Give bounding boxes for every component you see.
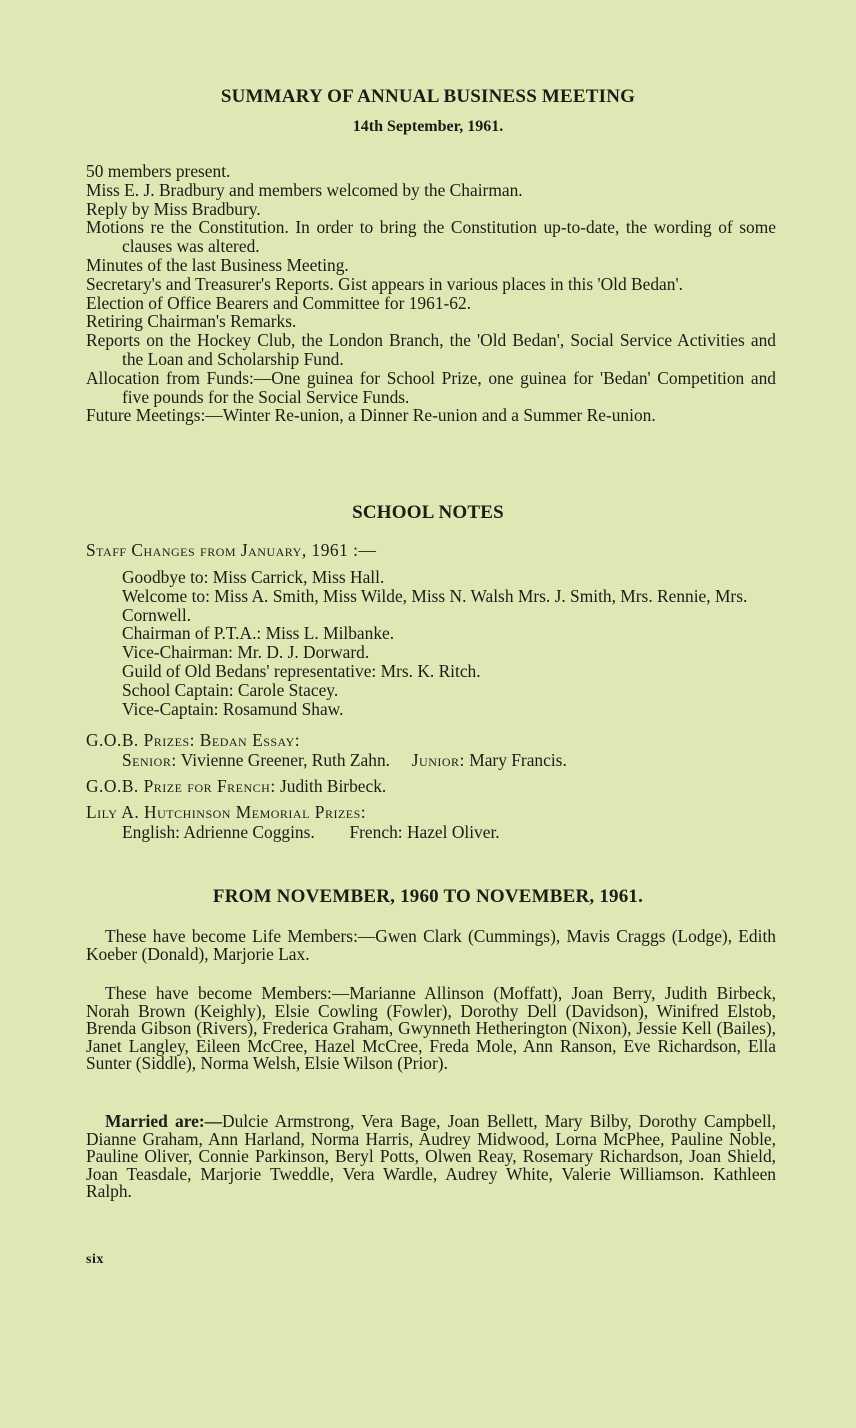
married-lead: Married are:— <box>105 1111 223 1131</box>
life-members-paragraph: These have become Life Members:—Gwen Clark (Cummings), Mavis Craggs (Lodge), Edith Koeber (Donald), Marjorie Lax. <box>86 926 776 964</box>
staff-changes-heading: Staff Changes from January, 1961 :— <box>86 540 377 560</box>
staff-line: Vice-Chairman: Mr. D. J. Dorward. <box>122 642 370 663</box>
summary-date: 14th September, 1961. <box>352 118 504 135</box>
married-names: Dulcie Armstrong, Vera Bage, Joan Bellett, Mary Bilby, Dorothy Campbell, Dianne Graham, Ann Harland, Norma Harris, Audrey Midwood, Lorna McPhee, Pauline Noble, Pauline Oliver, Connie Parkinson, Beryl Potts, Olwen Reay, Rosemary Richardson, Joan Shield, Joan Teasdale, Marjorie Tweddle, Vera Wardle, Audrey White, Valerie Williamson. Kathleen Ralph. <box>86 1111 776 1201</box>
french-prize: French: Hazel Oliver. <box>349 822 500 842</box>
summary-item: Secretary's and Treasurer's Reports. Gist appears in various places in this 'Old Bedan'. <box>86 273 683 294</box>
married-paragraph <box>86 1113 776 1201</box>
french-prize-label: G.O.B. Prize for French: <box>86 776 276 796</box>
staff-line: Chairman of P.T.A.: Miss L. Milbanke. <box>122 623 395 644</box>
summary-item: Reports on the Hockey Club, the London Branch, the 'Old Bedan', Social Service Activities and the Loan and Scholarship Fund. <box>86 330 776 369</box>
junior-names: Mary Francis. <box>469 750 567 770</box>
staff-changes-list <box>122 568 786 718</box>
summary-item: Retiring Chairman's Remarks. <box>86 311 297 332</box>
hutchinson-prizes-heading: Lily A. Hutchinson Memorial Prizes: <box>86 802 367 822</box>
english-prize: English: Adrienne Coggins. <box>122 822 315 842</box>
summary-list <box>86 162 776 425</box>
french-prize-line <box>86 776 386 797</box>
junior-label: Junior: <box>411 750 465 770</box>
gob-prizes-heading: G.O.B. Prizes: Bedan Essay: <box>86 730 301 750</box>
summary-item: Allocation from Funds:—One guinea for School Prize, one guinea for 'Bedan' Competition and five pounds for the Social Service Funds. <box>86 367 776 407</box>
page-number: six <box>86 1252 104 1267</box>
senior-names: Vivienne Greener, Ruth Zahn. <box>180 750 391 770</box>
bedan-essay-winners <box>122 750 567 771</box>
senior-label: Senior: <box>122 750 177 770</box>
staff-line: Guild of Old Bedans' representative: Mrs. K. Ritch. <box>122 660 481 681</box>
staff-line: School Captain: Carole Stacey. <box>122 679 339 700</box>
summary-title: SUMMARY OF ANNUAL BUSINESS MEETING <box>220 86 636 107</box>
summary-item: Motions re the Constitution. In order to bring the Constitution up-to-date, the wording of some clauses was altered. <box>86 217 776 257</box>
staff-line: Welcome to: Miss A. Smith, Miss Wilde, Miss N. Walsh Mrs. J. Smith, Mrs. Rennie, Mrs. Cornwell. <box>122 585 748 625</box>
summary-item: 50 members present. <box>86 161 231 181</box>
french-prize-name: Judith Birbeck. <box>280 776 387 796</box>
staff-line: Goodbye to: Miss Carrick, Miss Hall. <box>122 567 385 587</box>
summary-item: Reply by Miss Bradbury. <box>86 198 261 219</box>
summary-item: Future Meetings:—Winter Re-union, a Dinner Re-union and a Summer Re-union. <box>86 405 656 426</box>
summary-item: Miss E. J. Bradbury and members welcomed by the Chairman. <box>86 179 523 200</box>
summary-item: Minutes of the last Business Meeting. <box>86 254 349 275</box>
members-title: FROM NOVEMBER, 1960 TO NOVEMBER, 1961. <box>212 886 644 907</box>
staff-line: Vice-Captain: Rosamund Shaw. <box>122 698 344 719</box>
new-members-paragraph: These have become Members:—Marianne Allinson (Moffatt), Joan Berry, Judith Birbeck, Norah Brown (Keighly), Elsie Cowling (Fowler), Dorothy Dell (Davidson), Winifred Elstob, Brenda Gibson (Rivers), Frederica Graham, Gwynneth Hetherington (Nixon), Jessie Kell (Bailes), Janet Langley, Eileen McCree, Hazel McCree, Freda Mole, Ann Ranson, Eve Richardson, Ella Sunter (Siddle), Norma Welsh, Elsie Wilson (Prior). <box>86 983 776 1073</box>
hutchinson-prizes-winners <box>122 822 500 843</box>
summary-item: Election of Office Bearers and Committee for 1961-62. <box>86 292 472 313</box>
school-notes-title: SCHOOL NOTES <box>352 502 504 523</box>
